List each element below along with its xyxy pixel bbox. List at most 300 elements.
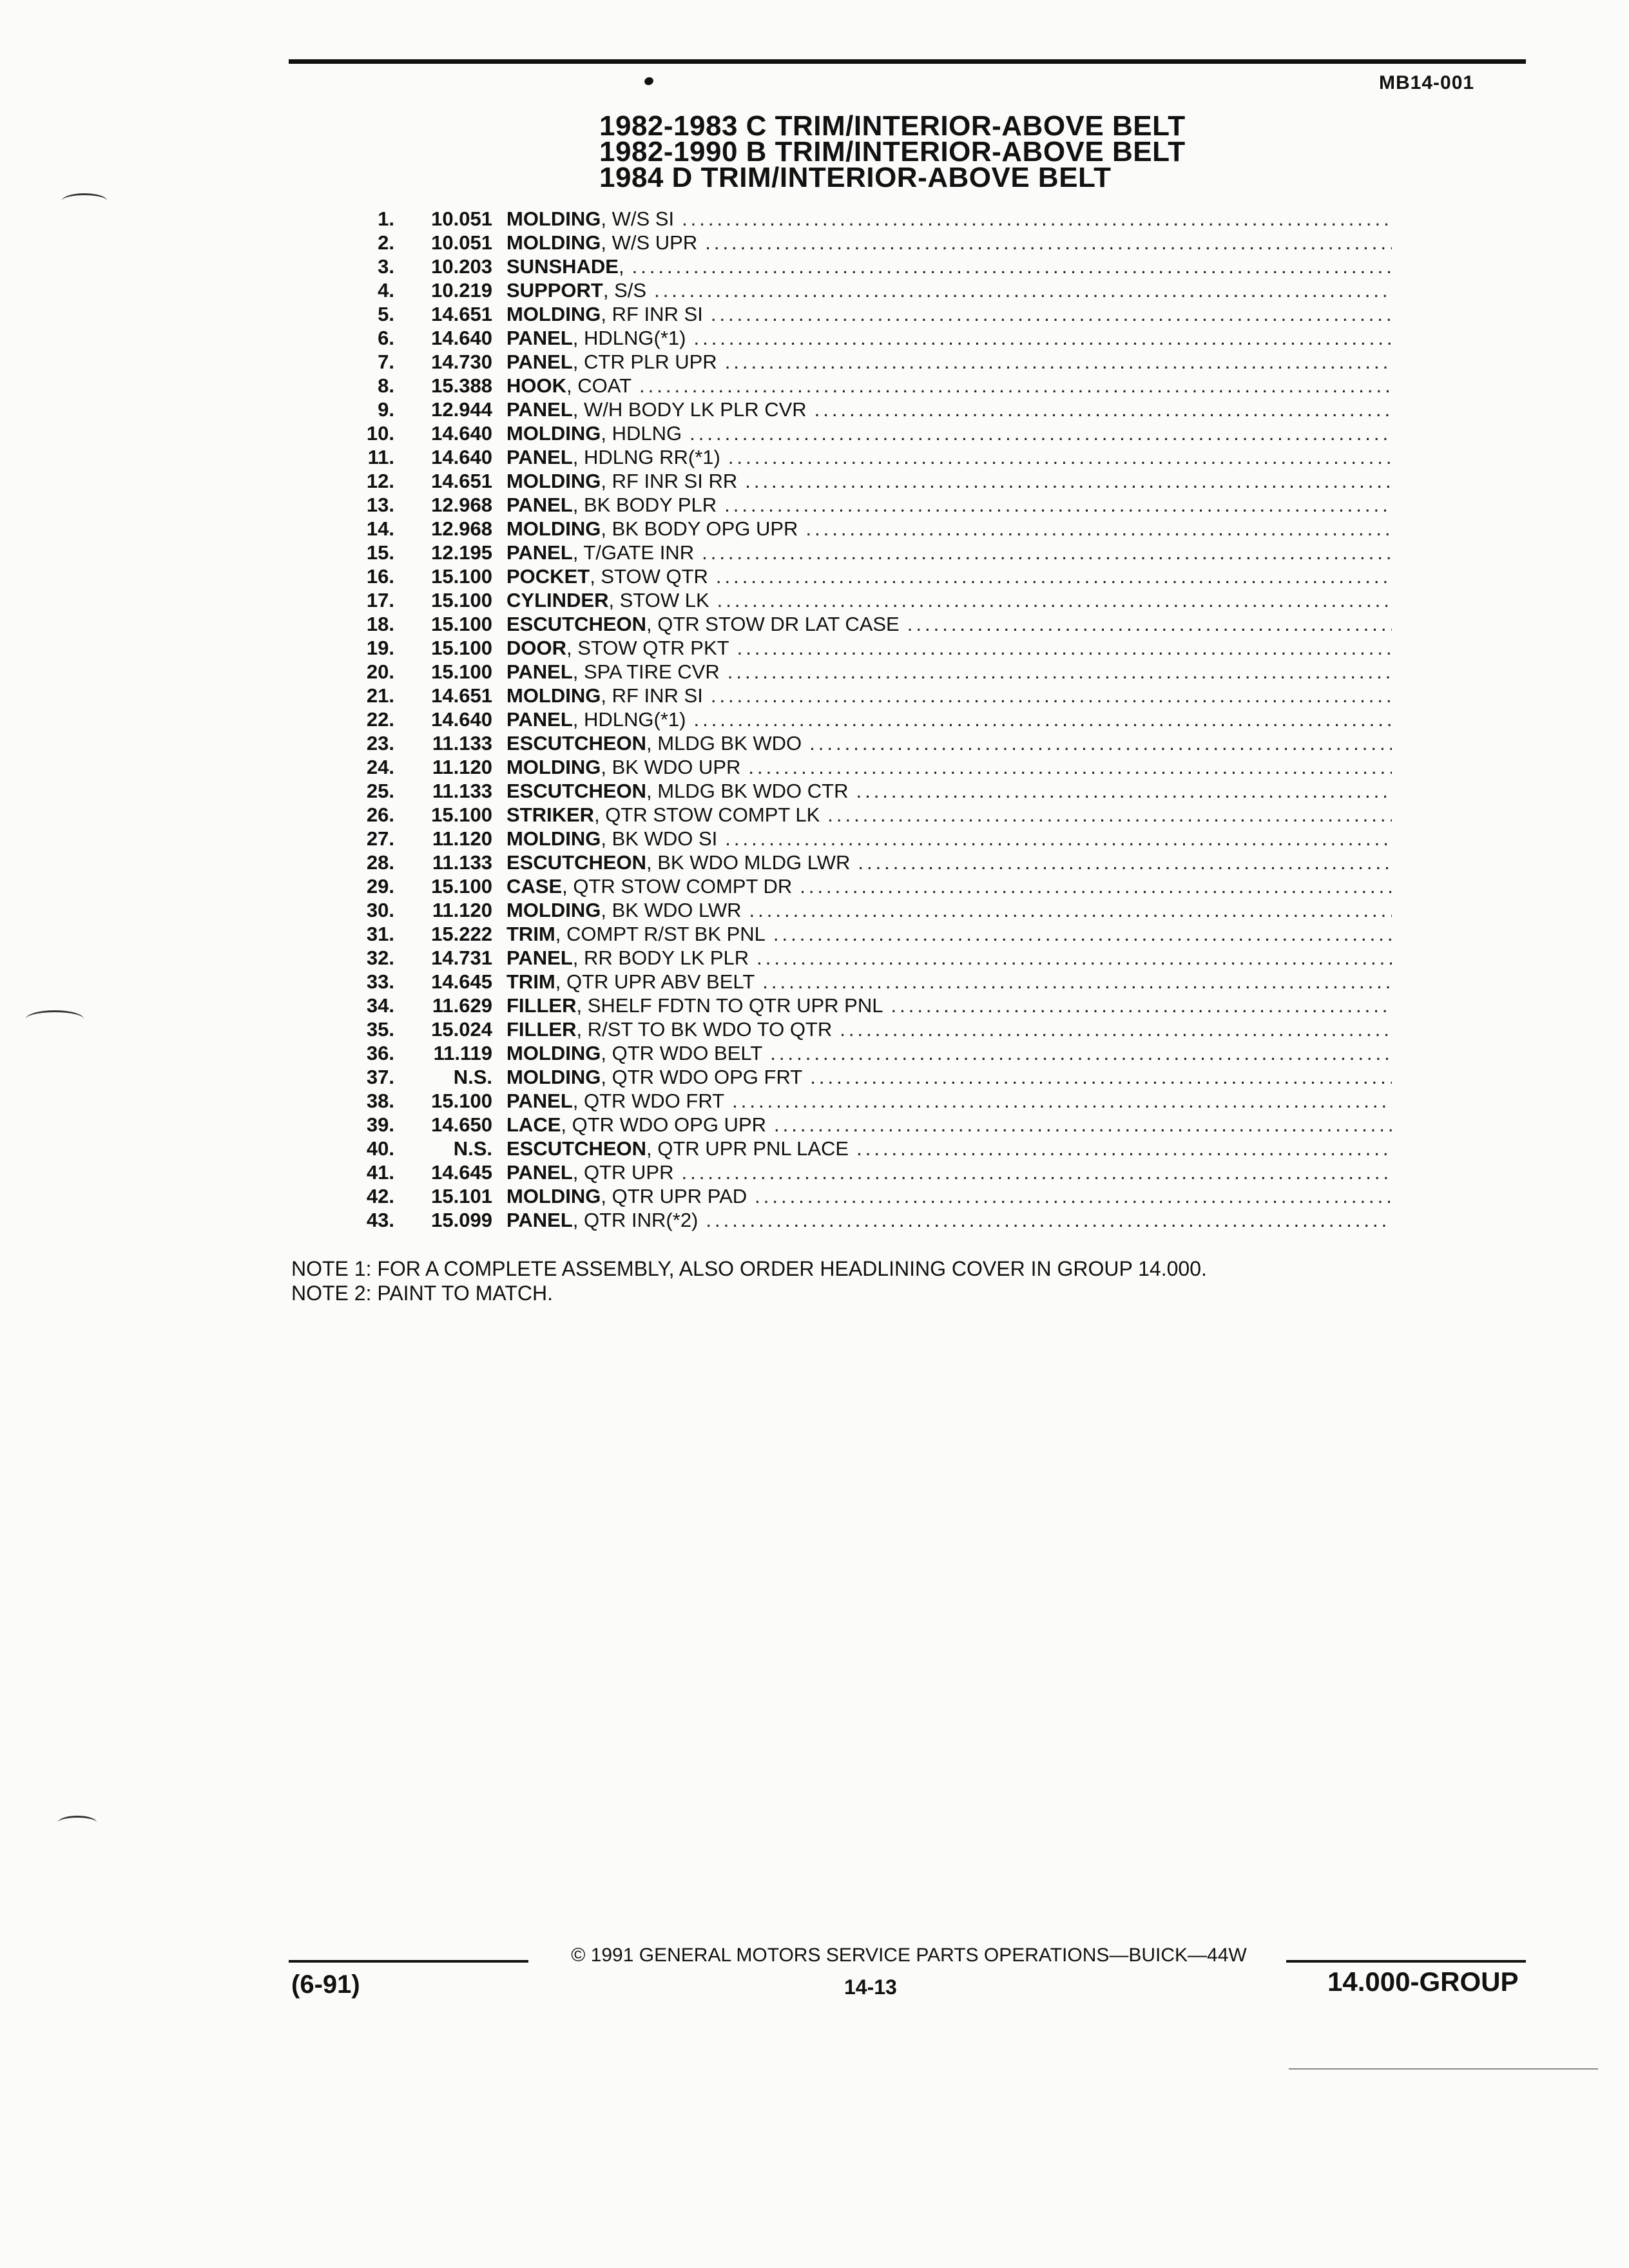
- group-number: 15.100: [431, 589, 492, 611]
- part-name: PANEL: [506, 1090, 573, 1112]
- leader-dots: [773, 923, 1392, 946]
- note-1: NOTE 1: FOR A COMPLETE ASSEMBLY, ALSO ORDER HEADLINING COVER IN GROUP 14.000.: [291, 1257, 1207, 1280]
- part-name: MOLDING: [506, 1185, 601, 1207]
- item-number: 34.: [366, 994, 394, 1017]
- table-row: [322, 446, 1392, 470]
- item-number: 43.: [366, 1209, 394, 1231]
- part-spec: , COAT: [566, 374, 632, 397]
- part-spec: , HDLNG RR(*1): [572, 446, 720, 468]
- leader-dots: [706, 1209, 1392, 1232]
- part-spec: , RF INR SI: [601, 684, 703, 707]
- item-number: 33.: [366, 970, 394, 993]
- leader-dots: [711, 303, 1392, 326]
- group-number: 14.640: [431, 708, 492, 731]
- leader-dots: [711, 684, 1392, 707]
- table-row: [322, 422, 1392, 446]
- top-rule: [289, 59, 1526, 64]
- part-description: [506, 637, 1392, 660]
- part-spec: , QTR STOW COMPT DR: [562, 875, 793, 898]
- part-description: [506, 231, 1392, 255]
- group-number: 15.100: [431, 613, 492, 635]
- part-name: HOOK: [506, 374, 566, 397]
- leader-dots: [737, 637, 1392, 660]
- part-name: STRIKER: [506, 803, 595, 826]
- item-number: 6.: [378, 327, 394, 349]
- item-number: 28.: [366, 851, 394, 874]
- part-name: FILLER: [506, 994, 577, 1017]
- part-description: [506, 1161, 1392, 1184]
- leader-dots: [717, 589, 1392, 612]
- item-number: 18.: [366, 613, 394, 635]
- part-name: SUPPORT: [506, 279, 603, 302]
- group-number: N.S.: [453, 1066, 492, 1088]
- group-number: 11.133: [432, 851, 492, 874]
- part-name: ESCUTCHEON: [506, 1137, 647, 1160]
- part-name: ESCUTCHEON: [506, 613, 647, 635]
- table-row: [322, 851, 1392, 875]
- item-number: 2.: [378, 231, 394, 254]
- part-description: [506, 875, 1392, 898]
- scan-mark: [26, 1010, 84, 1028]
- table-row: [322, 923, 1392, 947]
- part-description: [506, 398, 1392, 421]
- leader-dots: [907, 613, 1392, 636]
- part-spec: , RF INR SI: [601, 303, 703, 325]
- item-number: 1.: [378, 207, 394, 230]
- group-number: 15.100: [431, 637, 492, 659]
- footer-rule-left: [289, 1960, 528, 1963]
- item-number: 40.: [366, 1137, 394, 1160]
- part-description: [506, 517, 1392, 541]
- part-name: LACE: [506, 1113, 561, 1136]
- group-number: 11.133: [432, 780, 492, 802]
- item-number: 35.: [366, 1018, 394, 1041]
- part-name: PANEL: [506, 1161, 573, 1184]
- item-number: 38.: [366, 1090, 394, 1112]
- item-number: 17.: [366, 589, 394, 611]
- copyright-text: © 1991 GENERAL MOTORS SERVICE PARTS OPERATIONS—BUICK—44W: [571, 1945, 1247, 1966]
- part-spec: , BK WDO UPR: [601, 756, 741, 778]
- group-number: 15.100: [431, 660, 492, 683]
- table-row: [322, 970, 1392, 994]
- part-spec: , QTR WDO OPG UPR: [561, 1113, 767, 1136]
- table-row: [322, 875, 1392, 899]
- group-number: 12.968: [431, 517, 492, 540]
- part-spec: , CTR PLR UPR: [572, 351, 717, 373]
- leader-dots: [654, 279, 1392, 302]
- table-row: [322, 899, 1392, 923]
- table-row: [322, 255, 1392, 279]
- table-row: [322, 1137, 1392, 1161]
- part-spec: , BK WDO SI: [601, 827, 718, 850]
- item-number: 25.: [366, 780, 394, 802]
- parts-list: [322, 207, 1392, 1233]
- part-description: [506, 1113, 1392, 1137]
- table-row: [322, 1018, 1392, 1042]
- leader-dots: [770, 1042, 1392, 1065]
- item-number: 27.: [366, 827, 394, 850]
- table-row: [322, 827, 1392, 851]
- item-number: 42.: [366, 1185, 394, 1207]
- part-name: MOLDING: [506, 517, 601, 540]
- leader-dots: [757, 947, 1392, 970]
- group-label: 14.000-GROUP: [1327, 1966, 1519, 1997]
- table-row: [322, 351, 1392, 374]
- part-name: DOOR: [506, 637, 566, 659]
- part-description: [506, 541, 1392, 564]
- part-description: [506, 327, 1392, 350]
- leader-dots: [856, 780, 1392, 803]
- group-number: 14.731: [431, 947, 492, 969]
- item-number: 4.: [378, 279, 394, 302]
- part-spec: , R/ST TO BK WDO TO QTR: [576, 1018, 833, 1041]
- item-number: 26.: [366, 803, 394, 826]
- leader-dots: [682, 1161, 1393, 1184]
- group-number: 14.651: [431, 684, 492, 707]
- group-number: 14.645: [431, 1161, 492, 1184]
- part-name: PANEL: [506, 541, 573, 564]
- part-description: [506, 803, 1392, 827]
- part-name: MOLDING: [506, 756, 601, 778]
- group-number: 15.100: [431, 1090, 492, 1112]
- group-number: 14.651: [431, 303, 492, 325]
- part-description: [506, 1090, 1392, 1113]
- document-id: MB14-001: [1379, 72, 1475, 93]
- group-number: 14.640: [431, 327, 492, 349]
- group-number: 14.651: [431, 470, 492, 492]
- part-spec: , QTR UPR ABV BELT: [555, 970, 755, 993]
- title-line-3: 1984 D TRIM/INTERIOR-ABOVE BELT: [599, 162, 1112, 193]
- part-description: [506, 1185, 1392, 1208]
- leader-dots: [705, 231, 1392, 255]
- group-number: N.S.: [453, 1137, 492, 1160]
- leader-dots: [732, 1090, 1392, 1113]
- part-name: POCKET: [506, 565, 590, 588]
- table-row: [322, 565, 1392, 589]
- part-spec: , STOW QTR PKT: [566, 637, 729, 659]
- part-description: [506, 446, 1392, 469]
- group-number: 11.133: [432, 732, 492, 754]
- part-name: PANEL: [506, 446, 573, 468]
- leader-dots: [815, 398, 1392, 421]
- table-row: [322, 1161, 1392, 1185]
- item-number: 36.: [366, 1042, 394, 1064]
- part-spec: , BK BODY PLR: [572, 494, 717, 516]
- part-spec: , S/S: [602, 279, 647, 302]
- item-number: 37.: [366, 1066, 394, 1088]
- title-line-1: 1982-1983 C TRIM/INTERIOR-ABOVE BELT: [599, 110, 1186, 142]
- bullet-mark: [643, 76, 654, 86]
- group-number: 10.203: [431, 255, 492, 278]
- leader-dots: [755, 1185, 1392, 1208]
- part-description: [506, 565, 1392, 588]
- group-number: 14.650: [431, 1113, 492, 1136]
- leader-dots: [805, 517, 1392, 541]
- item-number: 16.: [366, 565, 394, 588]
- part-description: [506, 1018, 1392, 1041]
- group-number: 14.640: [431, 422, 492, 445]
- group-number: 12.968: [431, 494, 492, 516]
- part-name: PANEL: [506, 351, 573, 373]
- part-spec: , COMPT R/ST BK PNL: [555, 923, 766, 945]
- part-description: [506, 899, 1392, 922]
- part-name: PANEL: [506, 494, 573, 516]
- part-description: [506, 756, 1392, 779]
- group-number: 15.100: [431, 875, 492, 898]
- part-spec: , QTR UPR PNL LACE: [646, 1137, 849, 1160]
- part-spec: , T/GATE INR: [572, 541, 695, 564]
- table-row: [322, 589, 1392, 613]
- scan-line: [1289, 2068, 1598, 2070]
- item-number: 7.: [378, 351, 394, 373]
- group-number: 15.024: [431, 1018, 492, 1041]
- item-number: 11.: [367, 446, 394, 468]
- part-description: [506, 1209, 1392, 1232]
- part-description: [506, 279, 1392, 302]
- table-row: [322, 1113, 1392, 1137]
- part-description: [506, 1066, 1392, 1089]
- group-number: 15.388: [431, 374, 492, 397]
- group-number: 15.100: [431, 565, 492, 588]
- part-description: [506, 851, 1392, 874]
- table-row: [322, 374, 1392, 398]
- part-spec: , BK WDO MLDG LWR: [646, 851, 851, 874]
- part-spec: , QTR STOW DR LAT CASE: [646, 613, 900, 635]
- table-row: [322, 708, 1392, 732]
- item-number: 21.: [366, 684, 394, 707]
- part-name: MOLDING: [506, 899, 601, 921]
- leader-dots: [728, 660, 1392, 684]
- table-row: [322, 1066, 1392, 1090]
- table-row: [322, 780, 1392, 803]
- table-row: [322, 494, 1392, 517]
- group-number: 12.195: [431, 541, 492, 564]
- table-row: [322, 1209, 1392, 1233]
- part-name: PANEL: [506, 398, 573, 421]
- leader-dots: [632, 255, 1392, 278]
- leader-dots: [748, 756, 1392, 779]
- notes-block: [291, 1256, 1207, 1305]
- leader-dots: [856, 1137, 1392, 1160]
- part-spec: , QTR INR(*2): [572, 1209, 699, 1231]
- table-row: [322, 1185, 1392, 1209]
- part-name: PANEL: [506, 327, 573, 349]
- part-spec: , RR BODY LK PLR: [572, 947, 749, 969]
- part-spec: , BK BODY OPG UPR: [601, 517, 798, 540]
- item-number: 14.: [366, 517, 394, 540]
- part-spec: , QTR UPR PAD: [601, 1185, 747, 1207]
- part-spec: , MLDG BK WDO: [646, 732, 802, 754]
- leader-dots: [724, 494, 1392, 517]
- part-description: [506, 207, 1392, 231]
- group-number: 10.051: [431, 207, 492, 230]
- part-spec: , HDLNG(*1): [572, 327, 686, 349]
- table-row: [322, 470, 1392, 494]
- leader-dots: [840, 1018, 1392, 1041]
- leader-dots: [725, 351, 1392, 374]
- part-name: MOLDING: [506, 231, 601, 254]
- part-description: [506, 494, 1392, 517]
- group-number: 14.730: [431, 351, 492, 373]
- leader-dots: [689, 422, 1392, 445]
- part-name: ESCUTCHEON: [506, 732, 647, 754]
- table-row: [322, 660, 1392, 684]
- table-row: [322, 803, 1392, 827]
- part-name: MOLDING: [506, 684, 601, 707]
- table-row: [322, 947, 1392, 970]
- scan-mark: [62, 193, 107, 208]
- group-number: 14.640: [431, 446, 492, 468]
- part-spec: , BK WDO LWR: [601, 899, 742, 921]
- table-row: [322, 732, 1392, 756]
- table-row: [322, 398, 1392, 422]
- part-name: TRIM: [506, 970, 555, 993]
- part-name: TRIM: [506, 923, 555, 945]
- leader-dots: [800, 875, 1392, 898]
- part-description: [506, 351, 1392, 374]
- leader-dots: [693, 708, 1392, 731]
- part-name: PANEL: [506, 708, 573, 731]
- leader-dots: [639, 374, 1392, 398]
- part-spec: , QTR UPR: [572, 1161, 674, 1184]
- part-name: MOLDING: [506, 470, 601, 492]
- part-description: [506, 589, 1392, 612]
- part-name: PANEL: [506, 1209, 573, 1231]
- leader-dots: [702, 541, 1392, 564]
- leader-dots: [745, 470, 1392, 493]
- part-name: MOLDING: [506, 1042, 601, 1064]
- part-name: CYLINDER: [506, 589, 609, 611]
- leader-dots: [810, 1066, 1392, 1089]
- part-name: MOLDING: [506, 207, 601, 230]
- part-description: [506, 732, 1392, 755]
- part-spec: ,: [618, 255, 624, 278]
- part-spec: , RF INR SI RR: [601, 470, 738, 492]
- group-number: 12.944: [431, 398, 492, 421]
- part-spec: , SPA TIRE CVR: [572, 660, 720, 683]
- part-description: [506, 303, 1392, 326]
- item-number: 10.: [366, 422, 394, 445]
- scan-mark: [58, 1816, 97, 1829]
- group-number: 11.629: [432, 994, 492, 1017]
- part-description: [506, 613, 1392, 636]
- table-row: [322, 303, 1392, 327]
- part-description: [506, 684, 1392, 707]
- table-row: [322, 637, 1392, 660]
- item-number: 39.: [366, 1113, 394, 1136]
- part-spec: , STOW LK: [608, 589, 709, 611]
- part-spec: , QTR WDO FRT: [572, 1090, 725, 1112]
- table-row: [322, 1042, 1392, 1066]
- leader-dots: [728, 446, 1392, 469]
- part-name: MOLDING: [506, 303, 601, 325]
- item-number: 22.: [366, 708, 394, 731]
- part-description: [506, 827, 1392, 850]
- table-row: [322, 207, 1392, 231]
- table-row: [322, 541, 1392, 565]
- group-number: 11.120: [432, 827, 492, 850]
- group-number: 15.101: [431, 1185, 492, 1207]
- group-number: 15.100: [431, 803, 492, 826]
- group-number: 11.120: [432, 756, 492, 778]
- part-spec: , HDLNG(*1): [572, 708, 686, 731]
- part-name: MOLDING: [506, 1066, 601, 1088]
- item-number: 24.: [366, 756, 394, 778]
- table-row: [322, 756, 1392, 780]
- leader-dots: [716, 565, 1392, 588]
- table-row: [322, 994, 1392, 1018]
- item-number: 23.: [366, 732, 394, 754]
- part-spec: , QTR WDO OPG FRT: [601, 1066, 803, 1088]
- leader-dots: [809, 732, 1392, 755]
- group-number: 14.645: [431, 970, 492, 993]
- part-name: FILLER: [506, 1018, 577, 1041]
- part-name: ESCUTCHEON: [506, 851, 647, 874]
- table-row: [322, 613, 1392, 637]
- leader-dots: [827, 803, 1392, 827]
- table-row: [322, 279, 1392, 303]
- leader-dots: [693, 327, 1392, 350]
- part-spec: , STOW QTR: [590, 565, 708, 588]
- item-number: 19.: [366, 637, 394, 659]
- group-number: 10.051: [431, 231, 492, 254]
- leader-dots: [762, 970, 1392, 994]
- part-description: [506, 374, 1392, 398]
- part-description: [506, 255, 1392, 278]
- part-name: ESCUTCHEON: [506, 780, 647, 802]
- part-description: [506, 422, 1392, 445]
- part-name: MOLDING: [506, 827, 601, 850]
- group-number: 10.219: [431, 279, 492, 302]
- part-description: [506, 923, 1392, 946]
- leader-dots: [774, 1113, 1392, 1137]
- leader-dots: [858, 851, 1392, 874]
- item-number: 5.: [378, 303, 394, 325]
- item-number: 8.: [378, 374, 394, 397]
- group-number: 15.222: [431, 923, 492, 945]
- part-description: [506, 970, 1392, 994]
- part-name: PANEL: [506, 660, 573, 683]
- item-number: 32.: [366, 947, 394, 969]
- leader-dots: [749, 899, 1392, 922]
- item-number: 41.: [366, 1161, 394, 1184]
- page-number: 14-13: [844, 1975, 897, 1999]
- item-number: 15.: [366, 541, 394, 564]
- table-row: [322, 684, 1392, 708]
- item-number: 9.: [378, 398, 394, 421]
- item-number: 31.: [366, 923, 394, 945]
- part-spec: , QTR STOW COMPT LK: [594, 803, 820, 826]
- part-description: [506, 1042, 1392, 1065]
- leader-dots: [891, 994, 1392, 1017]
- part-spec: , W/H BODY LK PLR CVR: [572, 398, 807, 421]
- leader-dots: [725, 827, 1392, 850]
- item-number: 29.: [366, 875, 394, 898]
- part-spec: , MLDG BK WDO CTR: [646, 780, 849, 802]
- title-line-2: 1982-1990 B TRIM/INTERIOR-ABOVE BELT: [599, 136, 1186, 168]
- group-number: 15.099: [431, 1209, 492, 1231]
- part-spec: , W/S UPR: [601, 231, 698, 254]
- item-number: 13.: [366, 494, 394, 516]
- group-number: 11.120: [432, 899, 492, 921]
- part-name: SUNSHADE: [506, 255, 619, 278]
- part-spec: , HDLNG: [601, 422, 682, 445]
- note-2: NOTE 2: PAINT TO MATCH.: [291, 1282, 553, 1305]
- table-row: [322, 1090, 1392, 1113]
- footer-rule-right: [1286, 1960, 1526, 1963]
- part-description: [506, 708, 1392, 731]
- title-block: [599, 110, 1244, 193]
